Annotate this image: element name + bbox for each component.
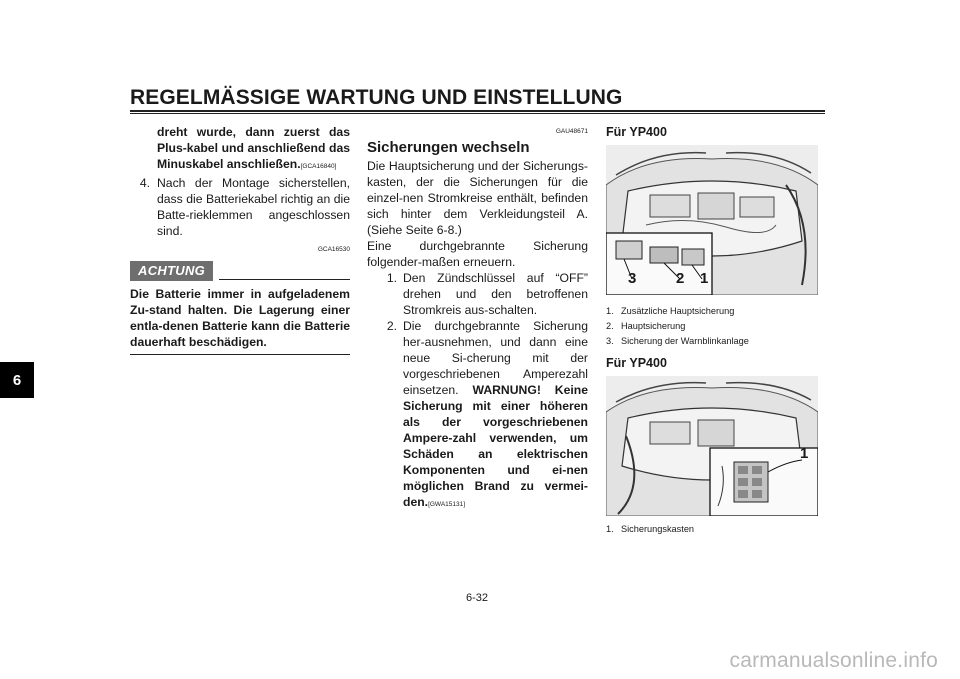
- figure-heading: Für YP400: [606, 356, 667, 370]
- column-left: [130, 124, 350, 355]
- warning-text: WARNUNG! Keine Sicherung mit einer höheren als der vorgeschriebenen Ampere-zahl verwenden, um Schäden an elektrischen Komponenten und ei-nen möglichen Brand zu vermei-den.: [403, 383, 588, 509]
- caution-text: Die Batterie immer in aufgeladenem Zu-stand halten. Die Lagerung einer entla-denen Batterie kann die Batterie dauerhaft beschädigen.: [130, 286, 350, 355]
- callout-3: 3: [628, 270, 637, 287]
- intro-paragraph: Die Hauptsicherung und der Sicherungs-kasten, der die Sicherungen für die einzel-nen Stromkreise enthält, befinden sich hinter dem Verkleidungsteil A. (Siehe Seite 6-8.): [367, 159, 588, 237]
- scooter-engine-illustration: [606, 145, 818, 295]
- caption-item: 1. Sicherungskasten: [606, 524, 695, 534]
- callout-2: 2: [676, 270, 685, 287]
- list-item: 4. Nach der Montage sicherstellen, dass die Batteriekabel richtig an die Batte-rieklemmen angeschlossen sind.: [139, 176, 350, 238]
- watermark[interactable]: carmanualsonline.info: [729, 649, 938, 672]
- caption-item: 3. Sicherung der Warnblinkanlage: [606, 336, 749, 346]
- caution-code: GCA16530: [317, 246, 350, 253]
- page-title: REGELMÄSSIGE WARTUNG UND EINSTELLUNG: [130, 86, 623, 109]
- page-number: 6-32: [466, 592, 489, 604]
- figure-main-fuses: [606, 145, 818, 295]
- figure-captions: [606, 522, 832, 537]
- caption-item: 2. Hauptsicherung: [606, 321, 686, 331]
- title-rule: [130, 110, 825, 112]
- figure-fuse-box: [606, 376, 818, 516]
- section-heading: Sicherungen wechseln: [367, 139, 530, 156]
- list-item: 2. Die durchgebrannte Sicherung her-ausnehmen, und dann eine neue Si-cherung mit der vorgeschriebenen Amperezahl einsetzen. WARNUNG! Keine Sicherung mit einer höheren als der vorgeschriebenen Ampere-zahl verwenden, um Schäden an elektrischen Komponenten und ei-nen möglichen Brand zu vermei-den.[GWA15131]: [386, 319, 588, 509]
- intro-paragraph-2: Eine durchgebrannte Sicherung folgender-maßen erneuern.: [367, 239, 588, 269]
- scooter-fusebox-illustration: [606, 376, 818, 516]
- continued-warning: dreht wurde, dann zuerst das Plus-kabel und anschließend das Minuskabel anschließen.[GCA16840]: [157, 125, 350, 171]
- callout-1: 1: [800, 445, 809, 462]
- list-item: 1. Den Zündschlüssel auf “OFF” drehen und den betroffenen Stromkreis aus-schalten.: [386, 271, 588, 317]
- title-rule-thin: [130, 113, 825, 114]
- chapter-tab: 6: [0, 362, 34, 398]
- caution-badge: ACHTUNG: [130, 261, 213, 281]
- caution-header: [130, 261, 350, 281]
- figure-heading: Für YP400: [606, 125, 667, 139]
- column-middle: [367, 124, 588, 513]
- figure-captions: [606, 304, 832, 349]
- section-code: GAU48671: [555, 128, 588, 135]
- column-right: [606, 124, 832, 537]
- caution-rule: [219, 279, 350, 280]
- callout-1: 1: [700, 270, 709, 287]
- caption-item: 1. Zusätzliche Hauptsicherung: [606, 306, 735, 316]
